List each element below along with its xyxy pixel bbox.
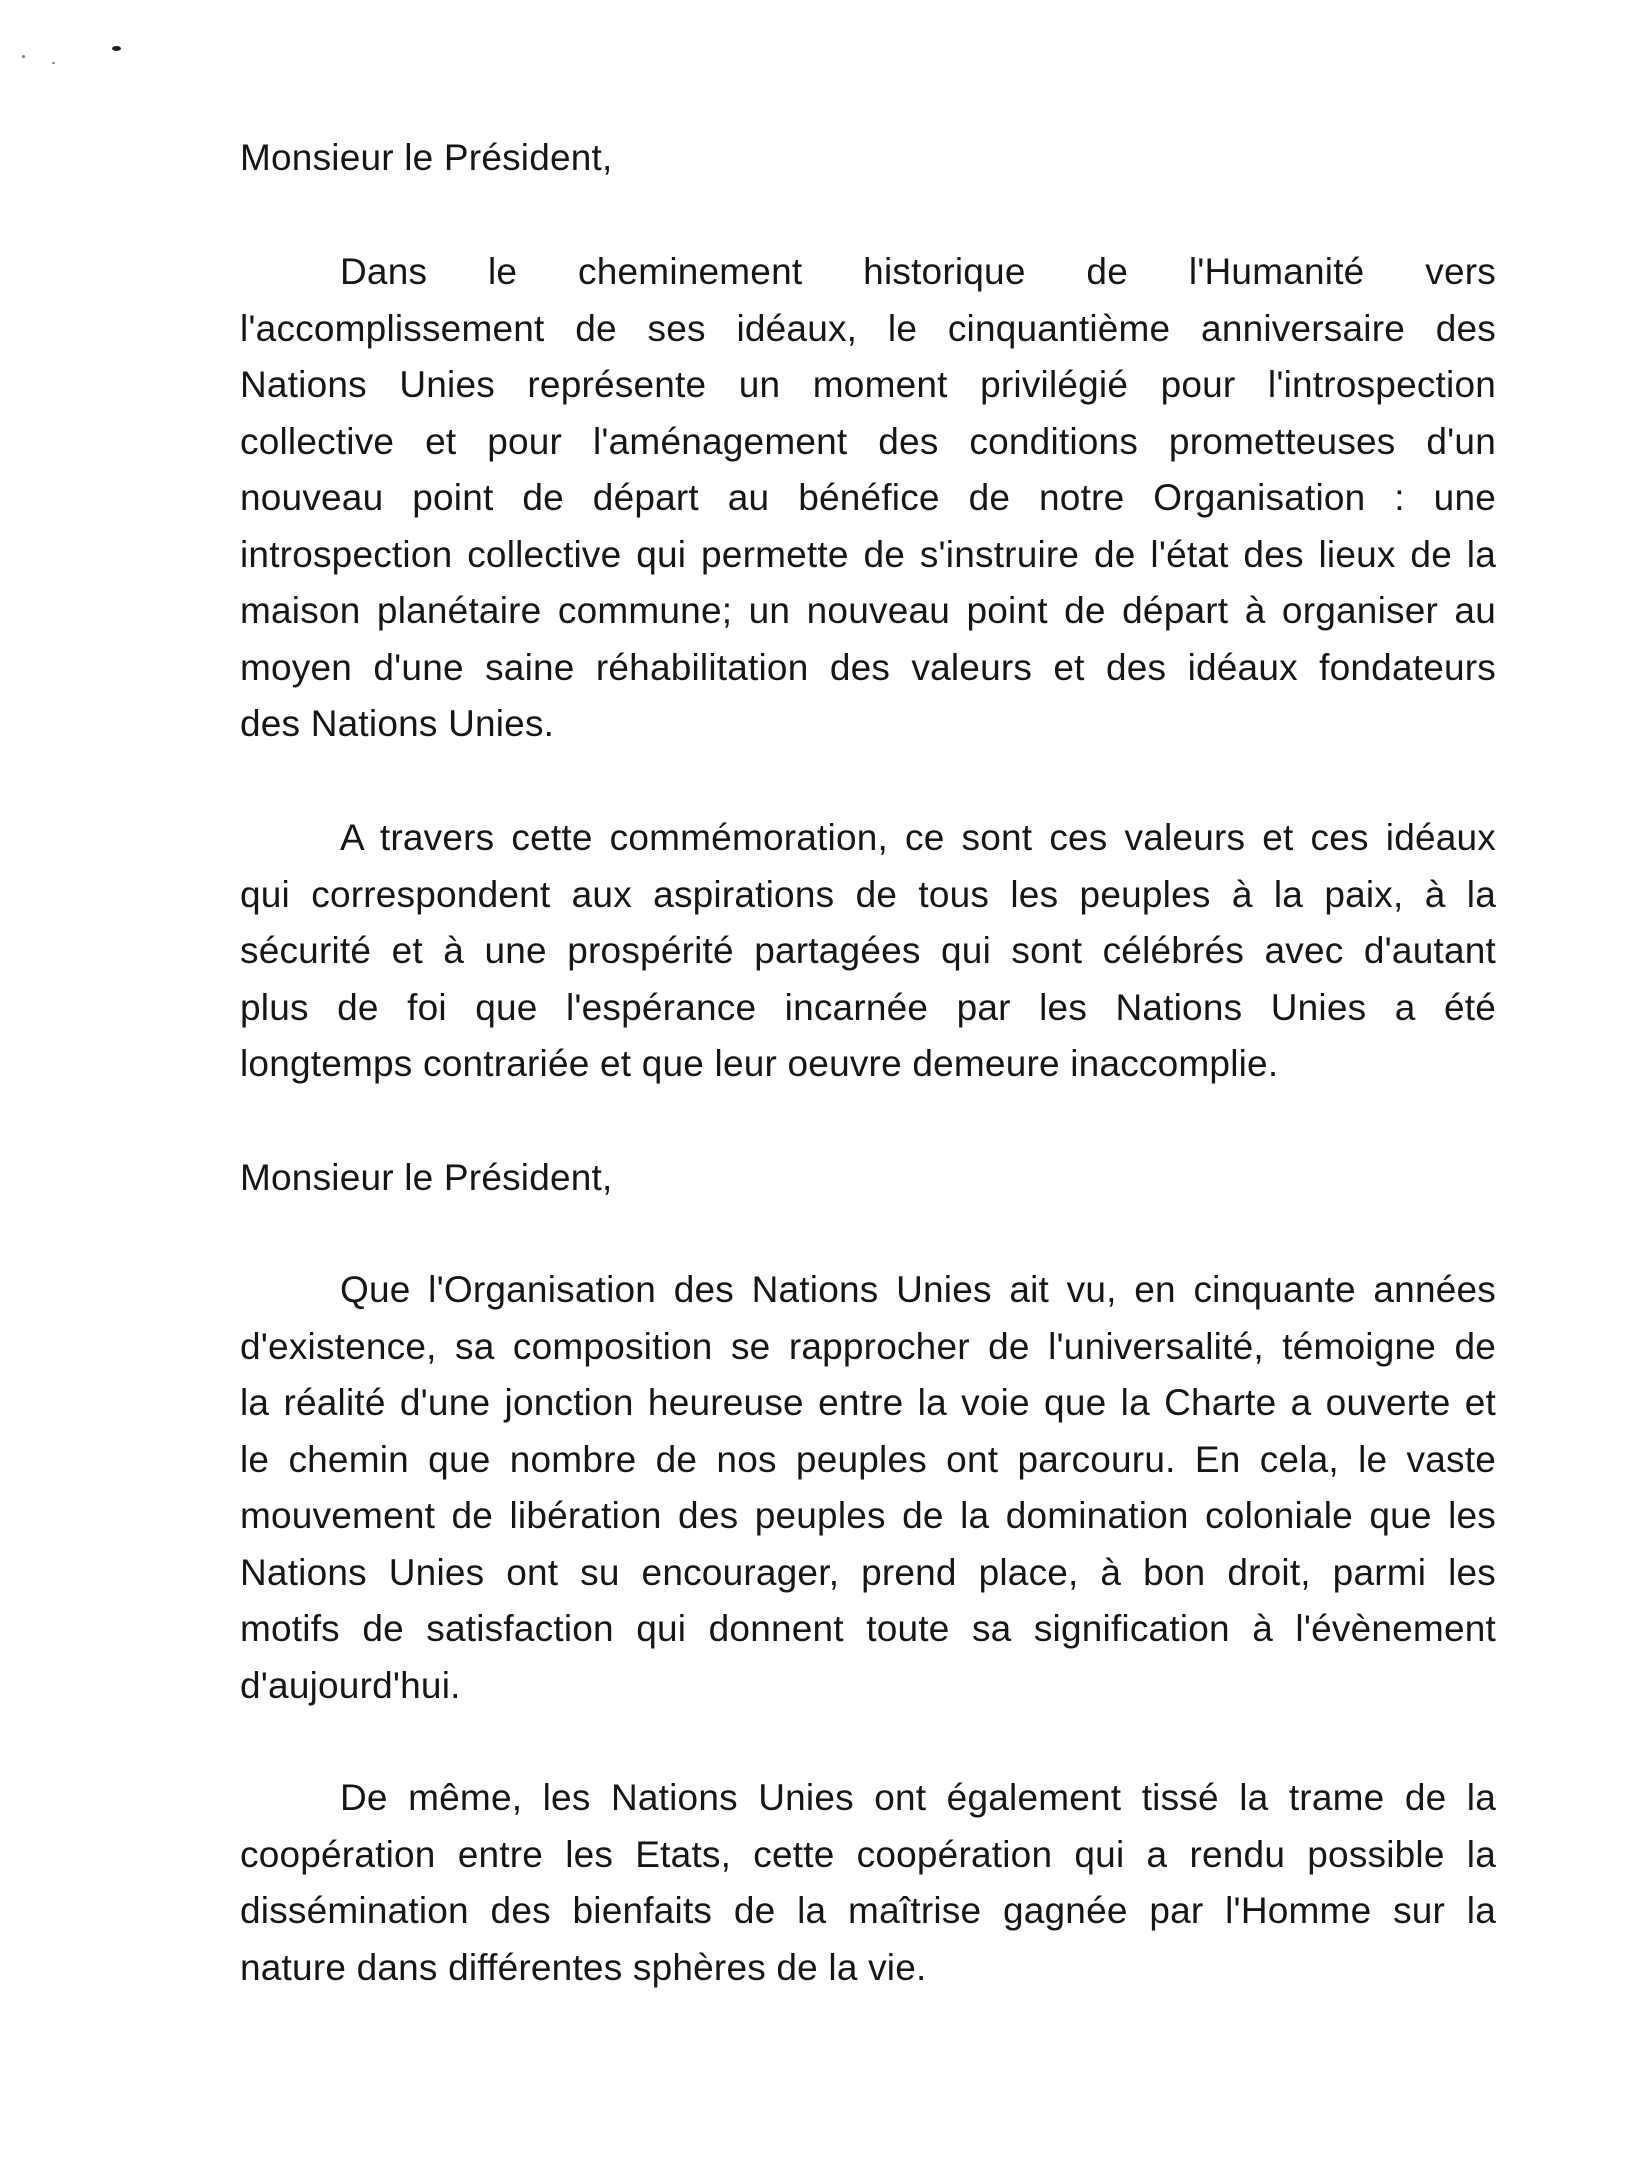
paragraph-line: l'accomplissement de ses idéaux, le cinquantième anniversaire des xyxy=(240,307,1496,349)
paragraph-line: nature dans différentes sphères de la vie. xyxy=(240,1946,927,1988)
paragraph-line: Nations Unies ont su encourager, prend place, à bon droit, parmi les xyxy=(240,1551,1496,1593)
paragraph-line: des Nations Unies. xyxy=(240,703,555,744)
salutation-1: Monsieur le Président, xyxy=(240,137,613,178)
paragraph-line: maison planétaire commune; un nouveau point de départ à organiser au xyxy=(240,590,1496,631)
paragraph-3 xyxy=(240,1262,1496,1714)
paragraph-1 xyxy=(240,244,1496,753)
paragraph-line: Dans le cheminement historique de l'Humanité vers xyxy=(340,251,1496,292)
paragraph-line: plus de foi que l'espérance incarnée par les Nations Unies a été xyxy=(240,986,1496,1028)
paragraph-line: d'aujourd'hui. xyxy=(240,1664,461,1706)
paragraph-line: sécurité et à une prospérité partagées qui sont célébrés avec d'autant xyxy=(240,930,1496,971)
paragraph-line: dissémination des bienfaits de la maîtrise gagnée par l'Homme sur la xyxy=(240,1890,1496,1931)
paragraph-line: la réalité d'une jonction heureuse entre la voie que la Charte a ouverte et xyxy=(240,1382,1496,1423)
scan-speck xyxy=(22,55,25,58)
paragraph-line: collective et pour l'aménagement des conditions prometteuses d'un xyxy=(240,420,1496,462)
paragraph-line: motifs de satisfaction qui donnent toute sa signification à l'évènement xyxy=(240,1608,1496,1649)
paragraph-line: coopération entre les Etats, cette coopération qui a rendu possible la xyxy=(240,1833,1496,1875)
paragraph-line: Nations Unies représente un moment privilégié pour l'introspection xyxy=(240,364,1496,405)
paragraph-line: nouveau point de départ au bénéfice de notre Organisation : une xyxy=(240,477,1496,518)
paragraph-line: mouvement de libération des peuples de la domination coloniale que les xyxy=(240,1495,1496,1536)
paragraph-4 xyxy=(240,1770,1496,1996)
paragraph-line: A travers cette commémoration, ce sont ces valeurs et ces idéaux xyxy=(340,817,1496,858)
paragraph-line: De même, les Nations Unies ont également tissé la trame de la xyxy=(340,1777,1496,1818)
paragraph-line: moyen d'une saine réhabilitation des valeurs et des idéaux fondateurs xyxy=(240,646,1496,688)
paragraph-line: longtemps contrariée et que leur oeuvre demeure inaccomplie. xyxy=(240,1043,1279,1084)
paragraph-line: qui correspondent aux aspirations de tous les peuples à la paix, à la xyxy=(240,873,1496,915)
salutation-2: Monsieur le Président, xyxy=(240,1157,613,1198)
scan-speck xyxy=(112,46,121,51)
paragraph-line: le chemin que nombre de nos peuples ont parcouru. En cela, le vaste xyxy=(240,1438,1496,1480)
paragraph-2 xyxy=(240,810,1496,1093)
paragraph-line: introspection collective qui permette de s'instruire de l'état des lieux de la xyxy=(240,533,1496,575)
paragraph-line: d'existence, sa composition se rapprocher de l'universalité, témoigne de xyxy=(240,1325,1496,1367)
paragraph-line: Que l'Organisation des Nations Unies ait vu, en cinquante années xyxy=(340,1269,1496,1310)
scan-speck xyxy=(52,62,55,64)
